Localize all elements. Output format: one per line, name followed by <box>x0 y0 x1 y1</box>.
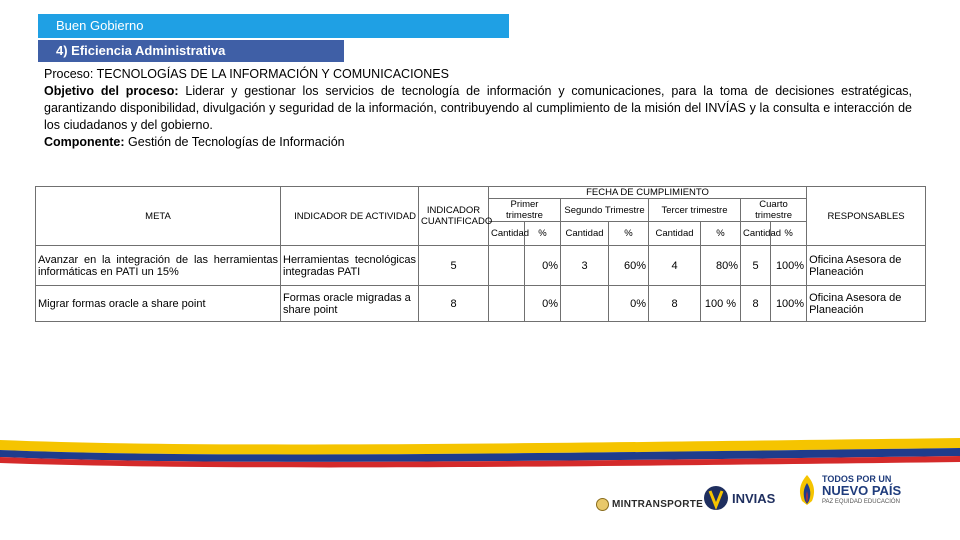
proceso-value: TECNOLOGÍAS DE LA INFORMACIÓN Y COMUNICACIONES <box>93 67 449 81</box>
tpun-text <box>822 474 901 507</box>
plan-table <box>35 186 926 322</box>
row-responsable: Oficina Asesora de Planeación <box>807 246 926 286</box>
row-indicador: Formas oracle migradas a share point <box>281 286 419 322</box>
header-q4-cantidad: Cantidad <box>741 222 771 246</box>
row-q4-cantidad: 5 <box>741 246 771 286</box>
row-cuantificado: 5 <box>419 246 489 286</box>
invias-logo <box>703 478 775 518</box>
section-title-bar <box>38 14 509 38</box>
header-q2-pct: % <box>609 222 649 246</box>
todos-por-un-nuevo-pais-logo <box>796 470 901 510</box>
subsection-title: 4) Eficiencia Administrativa <box>56 43 226 58</box>
invias-mark-icon <box>703 485 729 511</box>
header-meta: META <box>36 187 281 246</box>
row-cuantificado: 8 <box>419 286 489 322</box>
header-indicador-actividad: INDICADOR DE ACTIVIDAD <box>281 187 419 246</box>
row-q2-cantidad <box>561 286 609 322</box>
row-q1-cantidad <box>489 286 525 322</box>
header-fecha-cumplimiento: FECHA DE CUMPLIMIENTO <box>489 187 807 199</box>
row-q2-pct: 0% <box>609 286 649 322</box>
header-primer-trimestre: Primer trimestre <box>489 199 561 222</box>
row-q2-cantidad: 3 <box>561 246 609 286</box>
row-q4-cantidad: 8 <box>741 286 771 322</box>
objetivo-label: Objetivo del proceso: <box>44 84 179 98</box>
table-row <box>36 246 926 286</box>
seal-icon <box>596 498 609 511</box>
tpun-line2: NUEVO PAÍS <box>822 482 902 498</box>
section-title: Buen Gobierno <box>56 18 144 33</box>
header-q2-cantidad: Cantidad <box>561 222 609 246</box>
header-q3-pct: % <box>701 222 741 246</box>
table-row <box>36 286 926 322</box>
header-q1-pct: % <box>525 222 561 246</box>
header-q1-cantidad: Cantidad <box>489 222 525 246</box>
header-tercer-trimestre: Tercer trimestre <box>649 199 741 222</box>
objetivo-paragraph <box>44 83 912 134</box>
header-indicador-cuantificado: INDICADOR CUANTIFICADO <box>419 187 489 246</box>
row-q1-pct: 0% <box>525 246 561 286</box>
row-responsable: Oficina Asesora de Planeación <box>807 286 926 322</box>
row-q2-pct: 60% <box>609 246 649 286</box>
objetivo-value: Liderar y gestionar los servicios de tecnología de información y comunicaciones, para la toma de decisiones estratégicas, garantizando disponibilidad, divulgación y seguridad de la información, contribuyendo al cumplimiento de la misión del INVÍAS y la consulta e interacción de los ciudadanos y del gobierno. <box>44 84 912 132</box>
invias-label: INVIAS <box>732 490 776 506</box>
header-segundo-trimestre: Segundo Trimestre <box>561 199 649 222</box>
row-q4-pct: 100% <box>771 286 807 322</box>
proceso-label: Proceso: <box>44 67 94 81</box>
subsection-title-bar <box>38 40 344 62</box>
mintransporte-logo <box>596 484 703 524</box>
row-q3-cantidad: 8 <box>649 286 701 322</box>
componente-value: Gestión de Tecnologías de Información <box>124 135 345 149</box>
row-indicador: Herramientas tecnológicas integradas PATI <box>281 246 419 286</box>
tpun-line3: PAZ EQUIDAD EDUCACIÓN <box>822 498 900 505</box>
tpun-line1: TODOS POR UN <box>822 473 892 484</box>
header-responsables: RESPONSABLES <box>807 187 926 246</box>
row-q1-pct: 0% <box>525 286 561 322</box>
componente-label: Componente: <box>44 135 125 149</box>
intro-text <box>44 66 912 151</box>
row-meta: Avanzar en la integración de las herramientas informáticas en PATI un 15% <box>36 246 281 286</box>
row-q3-pct: 100 % <box>701 286 741 322</box>
row-q3-pct: 80% <box>701 246 741 286</box>
row-q4-pct: 100% <box>771 246 807 286</box>
row-q3-cantidad: 4 <box>649 246 701 286</box>
header-q4-pct: % <box>771 222 807 246</box>
header-cuarto-trimestre: Cuarto trimestre <box>741 199 807 222</box>
header-q3-cantidad: Cantidad <box>649 222 701 246</box>
mintransporte-label: MINTRANSPORTE <box>612 498 704 510</box>
row-meta: Migrar formas oracle a share point <box>36 286 281 322</box>
row-q1-cantidad <box>489 246 525 286</box>
flag-stripes <box>0 438 960 468</box>
componente-line <box>44 134 912 151</box>
proceso-line <box>44 66 912 83</box>
tricolor-flame-icon <box>796 473 818 507</box>
